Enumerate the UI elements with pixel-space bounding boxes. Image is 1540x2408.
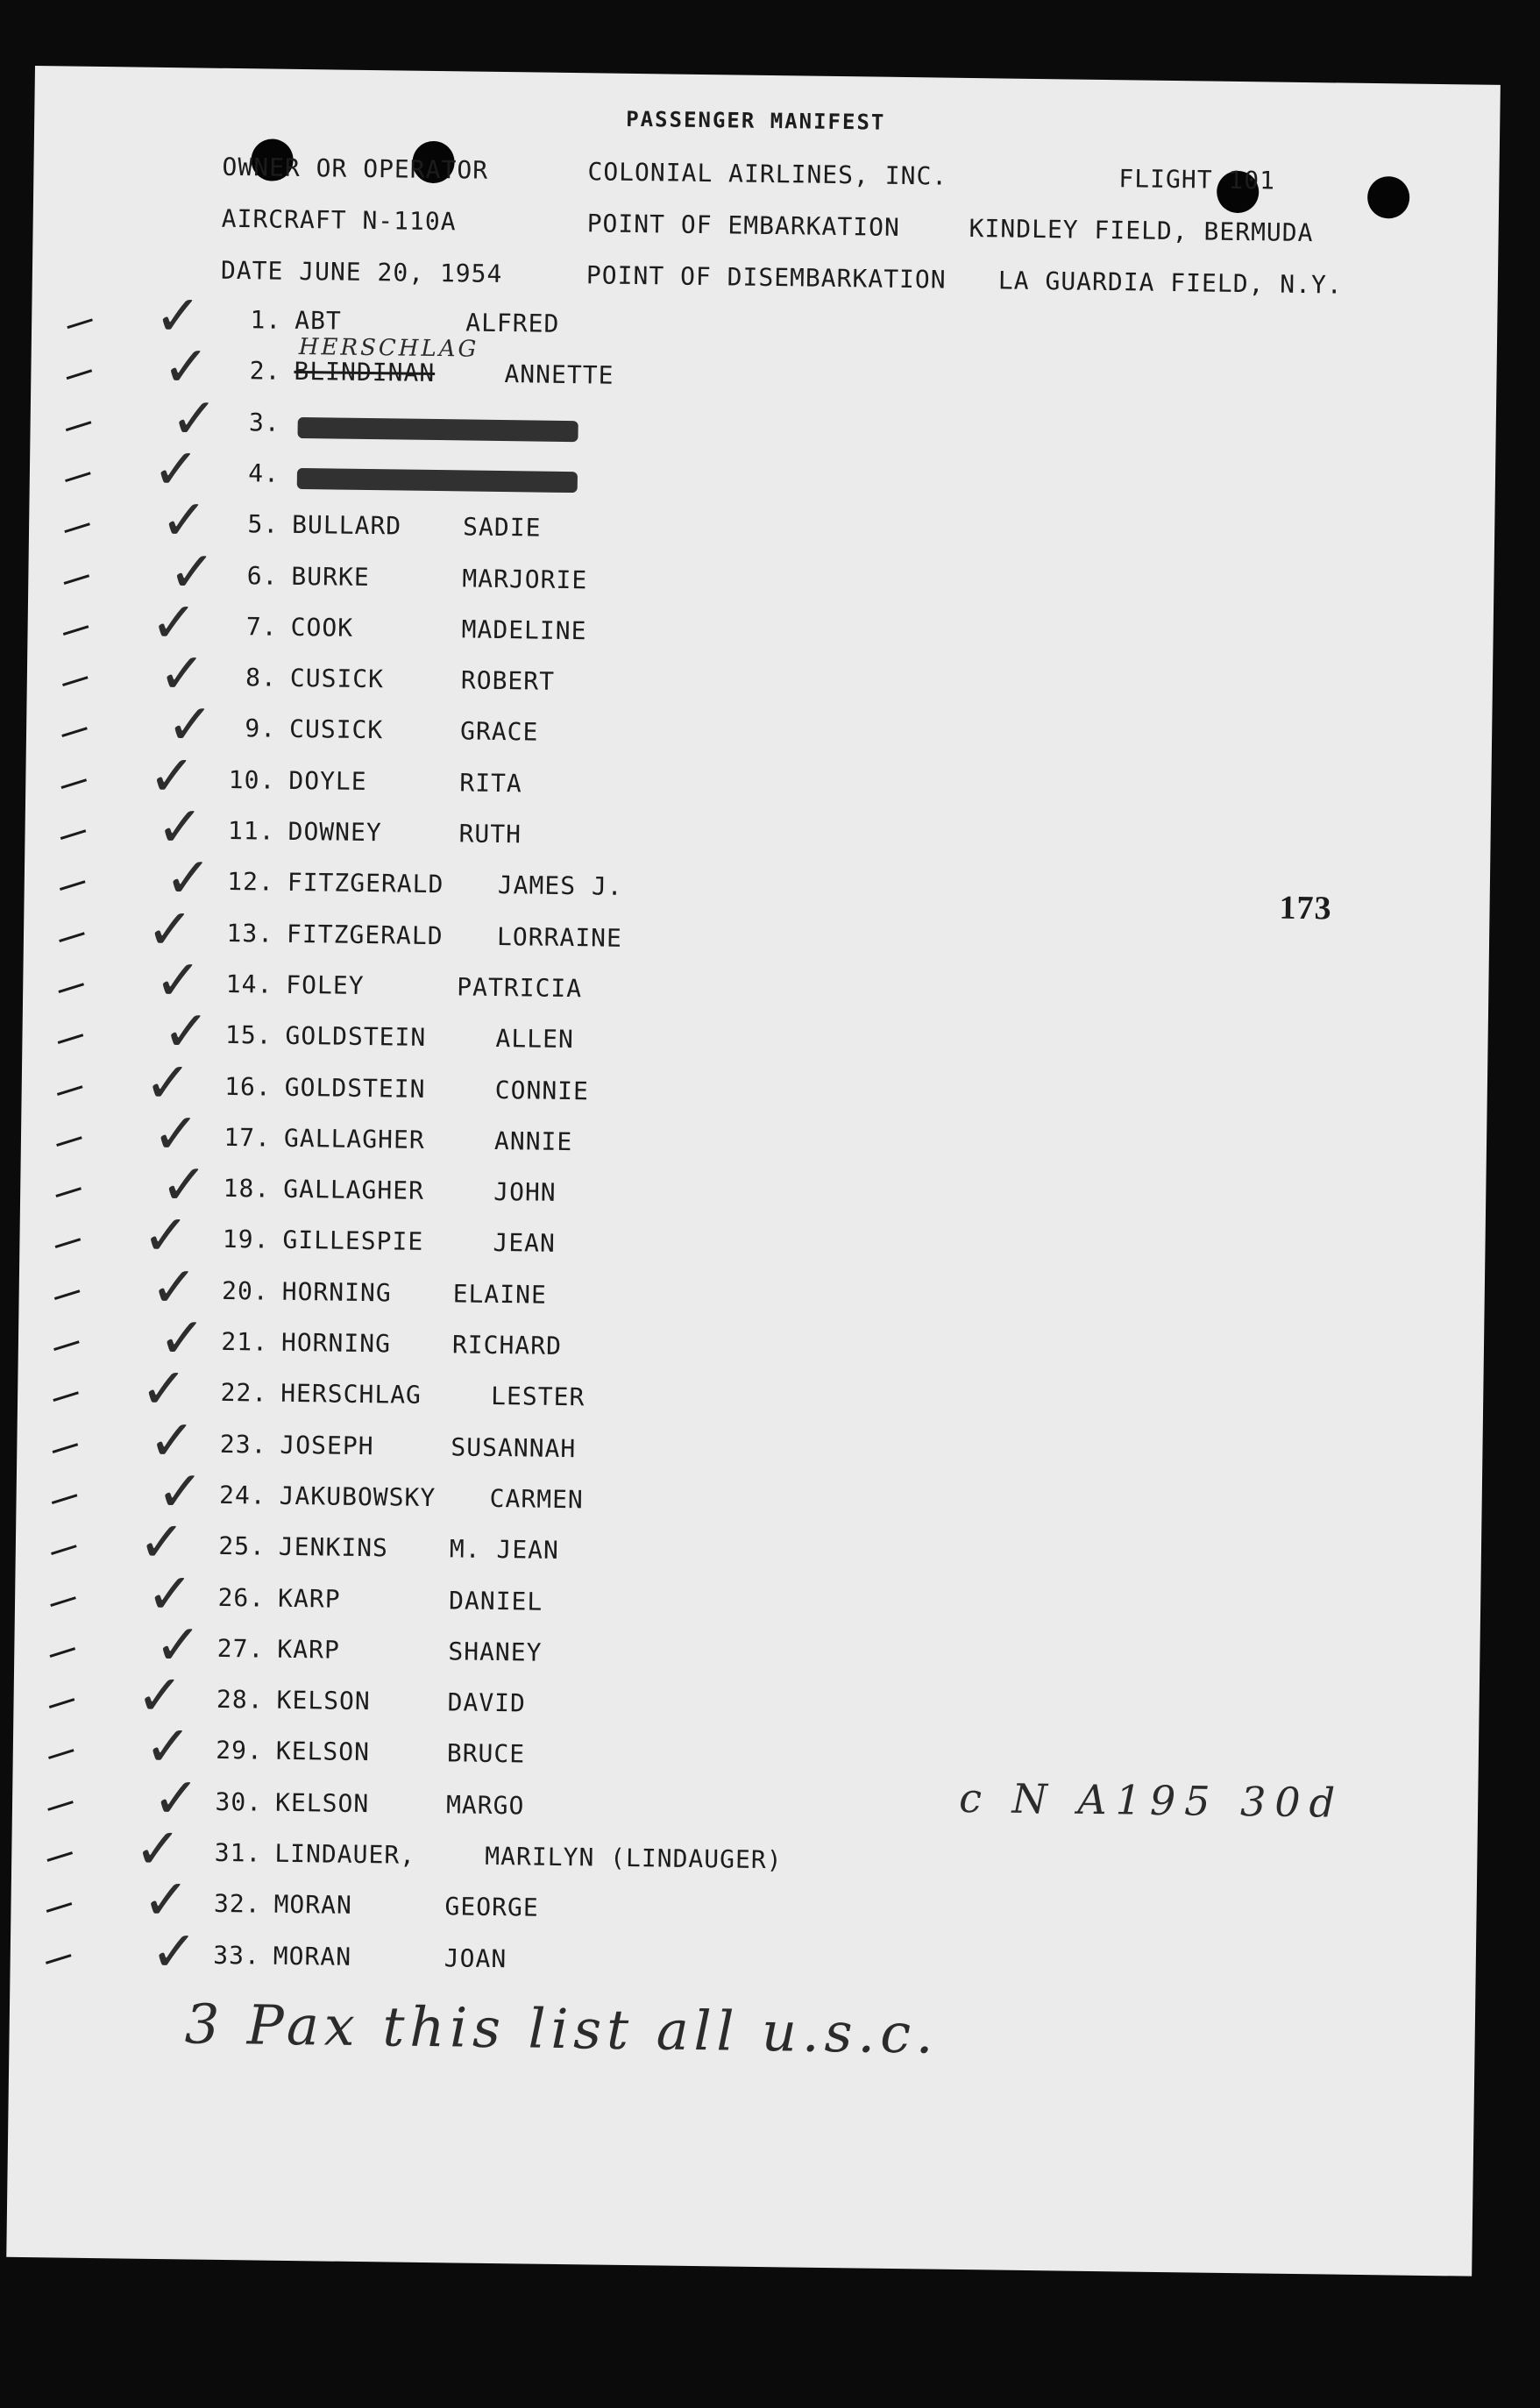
check-mark-icon: ✓ xyxy=(153,948,202,1014)
passenger-first-name: DAVID xyxy=(447,1687,527,1718)
passenger-row xyxy=(29,488,906,567)
margin-tick-mark xyxy=(62,676,89,686)
margin-tick-mark xyxy=(61,728,88,738)
check-mark-icon: ✓ xyxy=(150,590,198,657)
check-mark-icon: ✓ xyxy=(166,693,215,759)
passenger-first-name: MARJORIE xyxy=(462,563,588,594)
margin-tick-mark xyxy=(67,370,93,380)
passenger-first-name: SADIE xyxy=(462,512,542,543)
handwritten-correction: HERSCHLAG xyxy=(298,334,479,363)
passenger-row xyxy=(26,642,904,721)
passenger-number: 16. xyxy=(224,1071,272,1102)
disembarkation-value: LA GUARDIA FIELD, N.Y. xyxy=(997,266,1343,300)
passenger-last-name: BLINDINAN xyxy=(294,357,436,388)
passenger-last-name: KARP xyxy=(277,1583,341,1614)
check-mark-icon: ✓ xyxy=(142,1204,190,1269)
passenger-number: 4. xyxy=(248,458,280,488)
passenger-first-name: MARILYN (LINDAUGER) xyxy=(485,1841,783,1875)
check-mark-icon: ✓ xyxy=(160,488,209,554)
margin-tick-mark xyxy=(58,983,84,993)
passenger-number: 31. xyxy=(214,1837,262,1868)
check-mark-icon: ✓ xyxy=(156,1459,204,1525)
passenger-first-name: LESTER xyxy=(490,1382,585,1412)
check-mark-icon: ✓ xyxy=(156,794,204,861)
passenger-number: 29. xyxy=(216,1736,264,1765)
check-mark-icon: ✓ xyxy=(158,642,207,707)
manifest-title: PASSENGER MANIFEST xyxy=(626,106,886,135)
passenger-number: 8. xyxy=(245,663,278,693)
check-mark-icon: ✓ xyxy=(167,539,216,606)
passenger-last-name: KARP xyxy=(277,1634,341,1665)
passenger-row xyxy=(12,1715,890,1794)
check-mark-icon: ✓ xyxy=(139,1357,188,1423)
check-mark-icon: ✓ xyxy=(164,846,212,913)
check-mark-icon: ✓ xyxy=(152,1101,201,1168)
check-mark-icon: ✓ xyxy=(136,1663,184,1730)
margin-tick-mark xyxy=(59,932,85,942)
passenger-first-name: RICHARD xyxy=(451,1330,563,1360)
passenger-number: 33. xyxy=(213,1940,261,1971)
passenger-first-name: SHANEY xyxy=(448,1637,543,1667)
passenger-number: 17. xyxy=(224,1122,272,1153)
margin-tick-mark xyxy=(46,1851,73,1862)
check-mark-icon: ✓ xyxy=(147,1408,196,1474)
passenger-first-name: BRUCE xyxy=(446,1738,526,1769)
passenger-first-name: JOHN xyxy=(493,1177,557,1207)
margin-tick-mark xyxy=(55,1239,82,1249)
passenger-first-name: GRACE xyxy=(459,716,539,747)
margin-tick-mark xyxy=(50,1647,76,1658)
handwritten-side-note: c N A195 30d xyxy=(958,1773,1345,1827)
margin-tick-mark xyxy=(64,522,90,533)
passenger-first-name: JEAN xyxy=(493,1228,557,1259)
passenger-first-name: ALLEN xyxy=(495,1024,575,1055)
passenger-last-name: GOLDSTEIN xyxy=(285,1021,427,1053)
passenger-last-name: HORNING xyxy=(281,1276,392,1308)
passenger-first-name: LORRAINE xyxy=(496,921,623,953)
passenger-number: 26. xyxy=(217,1582,266,1613)
passenger-first-name: RUTH xyxy=(458,819,522,849)
owner-value: COLONIAL AIRLINES, INC. xyxy=(587,157,948,191)
passenger-number: 7. xyxy=(245,612,278,642)
aircraft: AIRCRAFT N-110A xyxy=(221,203,457,237)
passenger-row xyxy=(23,948,900,1027)
passenger-first-name: ROBERT xyxy=(460,665,556,696)
redaction-mark xyxy=(297,417,578,442)
passenger-last-name: FITZGERALD xyxy=(287,868,444,899)
passenger-last-name: JOSEPH xyxy=(280,1430,374,1460)
passenger-number: 28. xyxy=(216,1684,264,1715)
passenger-number: 22. xyxy=(220,1378,268,1408)
margin-tick-mark xyxy=(66,421,92,431)
passenger-number: 20. xyxy=(221,1275,269,1306)
check-mark-icon: ✓ xyxy=(152,1765,201,1832)
passenger-first-name: SUSANNAH xyxy=(451,1431,577,1463)
passenger-number: 11. xyxy=(227,815,275,846)
margin-tick-mark xyxy=(60,829,87,840)
flight-number: FLIGHT 101 xyxy=(1118,164,1276,195)
passenger-number: 32. xyxy=(213,1889,261,1919)
passenger-last-name: HORNING xyxy=(280,1327,392,1359)
margin-tick-mark xyxy=(48,1750,75,1760)
passenger-first-name: DANIEL xyxy=(448,1585,543,1616)
margin-tick-mark xyxy=(65,472,91,482)
check-mark-icon: ✓ xyxy=(162,335,210,401)
passenger-first-name: JOAN xyxy=(444,1943,507,1973)
passenger-last-name: LINDAUER, xyxy=(274,1838,416,1870)
margin-tick-mark xyxy=(67,318,93,329)
passenger-last-name: COOK xyxy=(290,612,354,643)
passenger-last-name: CUSICK xyxy=(289,663,385,694)
passenger-row xyxy=(15,1561,892,1640)
redaction-mark xyxy=(297,468,578,493)
margin-tick-mark xyxy=(49,1698,75,1708)
passenger-last-name: JENKINS xyxy=(278,1531,389,1563)
margin-tick-mark xyxy=(52,1494,78,1504)
check-mark-icon: ✓ xyxy=(152,437,201,503)
passenger-last-name: KELSON xyxy=(274,1787,370,1818)
passenger-number: 25. xyxy=(218,1531,266,1561)
passenger-last-name: CUSICK xyxy=(288,714,384,745)
passenger-number: 30. xyxy=(215,1786,263,1817)
passenger-last-name: FITZGERALD xyxy=(286,919,444,950)
punch-hole xyxy=(1367,176,1410,219)
passenger-number: 21. xyxy=(221,1326,269,1357)
margin-tick-mark xyxy=(47,1801,74,1811)
margin-tick-mark xyxy=(63,625,89,636)
passenger-last-name: MORAN xyxy=(273,1941,352,1971)
check-mark-icon: ✓ xyxy=(158,1305,207,1372)
manifest-page xyxy=(6,66,1501,2277)
passenger-first-name: RITA xyxy=(459,768,522,799)
check-mark-icon: ✓ xyxy=(133,1816,182,1883)
check-mark-icon: ✓ xyxy=(160,1153,209,1218)
margin-tick-mark xyxy=(64,574,90,585)
passenger-row xyxy=(25,794,902,874)
check-mark-icon: ✓ xyxy=(153,283,202,350)
margin-tick-mark xyxy=(53,1340,80,1351)
check-mark-icon: ✓ xyxy=(144,1715,193,1780)
margin-tick-mark xyxy=(60,881,86,891)
passenger-last-name: GALLAGHER xyxy=(283,1174,425,1206)
margin-tick-mark xyxy=(55,1187,82,1197)
passenger-number: 15. xyxy=(224,1020,273,1050)
check-mark-icon: ✓ xyxy=(150,1254,198,1321)
passenger-number: 9. xyxy=(245,714,277,744)
passenger-number: 2. xyxy=(249,356,281,386)
passenger-first-name: GEORGE xyxy=(444,1892,539,1922)
margin-tick-mark xyxy=(51,1545,77,1555)
passenger-last-name: DOYLE xyxy=(288,765,367,796)
margin-tick-mark xyxy=(50,1596,76,1607)
passenger-number: 10. xyxy=(228,764,276,795)
passenger-first-name: ELAINE xyxy=(452,1279,548,1310)
passenger-number: 23. xyxy=(219,1429,267,1460)
passenger-last-name: KELSON xyxy=(275,1737,371,1767)
passenger-first-name: ALFRED xyxy=(465,308,560,338)
passenger-last-name: BULLARD xyxy=(291,510,402,541)
passenger-number: 14. xyxy=(225,969,273,999)
handwritten-footer-note: 3 Pax this list all u.s.c. xyxy=(184,1992,940,2066)
passenger-number: 6. xyxy=(246,560,279,591)
margin-tick-mark xyxy=(53,1443,79,1453)
passenger-first-name: ANNIE xyxy=(493,1126,573,1156)
passenger-row xyxy=(11,1868,888,1947)
margin-tick-mark xyxy=(56,1136,82,1147)
passenger-number: 27. xyxy=(216,1633,265,1664)
check-mark-icon: ✓ xyxy=(144,1050,192,1116)
owner-label: OWNER OR OPERATOR xyxy=(222,152,489,185)
passenger-last-name: GILLESPIE xyxy=(282,1225,424,1257)
embarkation-label: POINT OF EMBARKATION xyxy=(586,209,901,242)
passenger-number: 18. xyxy=(223,1174,271,1204)
passenger-row xyxy=(17,1408,894,1487)
margin-tick-mark xyxy=(57,1085,83,1096)
manifest-date: DATE JUNE 20, 1954 xyxy=(220,255,503,289)
embarkation-value: KINDLEY FIELD, BERMUDA xyxy=(969,213,1314,248)
check-mark-icon: ✓ xyxy=(145,897,195,963)
passenger-first-name: MARGO xyxy=(445,1789,525,1821)
margin-tick-mark xyxy=(58,1034,84,1044)
page-number: 173 xyxy=(1279,889,1332,927)
passenger-first-name: CONNIE xyxy=(494,1075,590,1105)
passenger-row xyxy=(10,1919,887,1998)
passenger-number: 12. xyxy=(227,867,275,897)
passenger-number: 3. xyxy=(248,407,280,437)
passenger-first-name: ANNETTE xyxy=(504,359,614,390)
passenger-last-name: GOLDSTEIN xyxy=(284,1072,426,1104)
passenger-last-name: JAKUBOWSKY xyxy=(279,1481,436,1513)
passenger-first-name: M. JEAN xyxy=(449,1534,560,1566)
passenger-last-name: BURKE xyxy=(291,561,370,592)
passenger-number: 19. xyxy=(222,1225,270,1255)
passenger-number: 13. xyxy=(226,918,274,948)
check-mark-icon: ✓ xyxy=(142,1868,190,1934)
check-mark-icon: ✓ xyxy=(162,999,210,1065)
check-mark-icon: ✓ xyxy=(150,1919,198,1985)
passenger-number: 5. xyxy=(247,509,280,539)
margin-tick-mark xyxy=(53,1392,79,1403)
passenger-last-name: HERSCHLAG xyxy=(280,1379,422,1410)
passenger-number: 1. xyxy=(250,305,282,335)
passenger-first-name: JAMES J. xyxy=(497,870,623,902)
margin-tick-mark xyxy=(46,1902,73,1913)
passenger-first-name: PATRICIA xyxy=(457,972,583,1004)
passenger-number: 24. xyxy=(218,1480,266,1510)
passenger-first-name: CARMEN xyxy=(489,1483,585,1515)
check-mark-icon: ✓ xyxy=(153,1612,202,1679)
check-mark-icon: ✓ xyxy=(147,743,196,810)
passenger-last-name: GALLAGHER xyxy=(283,1123,425,1154)
check-mark-icon: ✓ xyxy=(170,386,218,452)
passenger-last-name: KELSON xyxy=(276,1685,371,1716)
passenger-last-name: DOWNEY xyxy=(287,816,382,848)
passenger-last-name: FOLEY xyxy=(286,970,365,1000)
margin-tick-mark xyxy=(46,1954,72,1964)
passenger-row xyxy=(18,1254,896,1334)
passenger-first-name: MADELINE xyxy=(461,614,587,646)
check-mark-icon: ✓ xyxy=(138,1509,187,1576)
passenger-last-name: MORAN xyxy=(273,1890,353,1921)
margin-tick-mark xyxy=(54,1289,81,1300)
margin-tick-mark xyxy=(61,778,88,789)
passenger-row xyxy=(21,1101,898,1181)
disembarkation-label: POINT OF DISEMBARKATION xyxy=(585,260,947,295)
check-mark-icon: ✓ xyxy=(145,1561,195,1628)
passenger-row xyxy=(31,334,908,414)
passenger-last-name: ABT xyxy=(295,305,343,336)
